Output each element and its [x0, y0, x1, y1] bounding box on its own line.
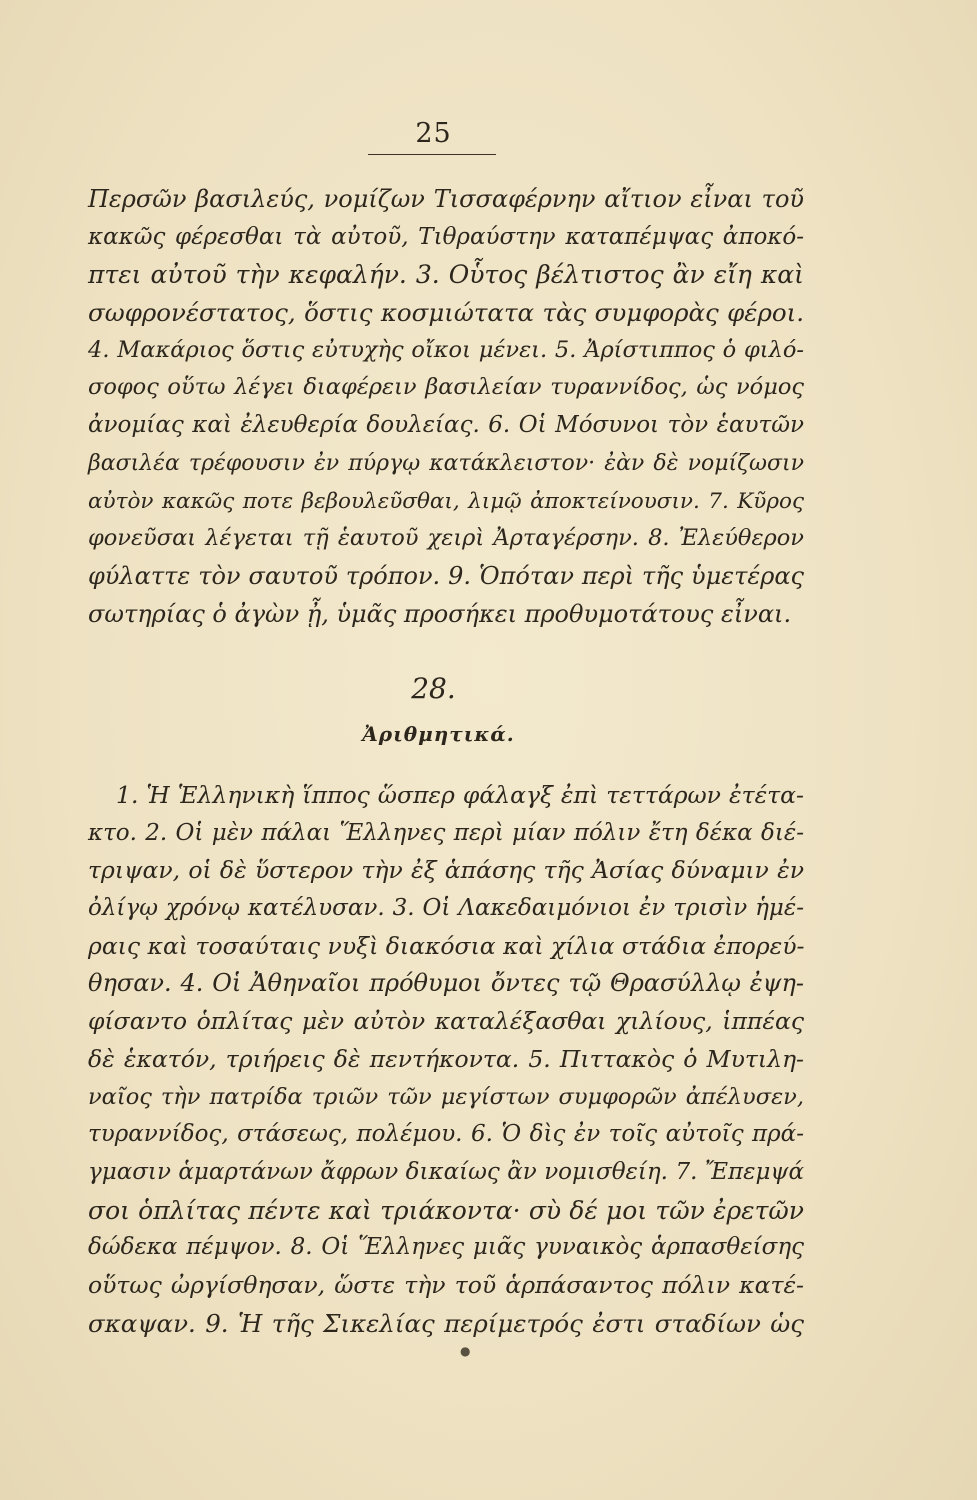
text-line: πτει αὐτοῦ τὴν κεφαλήν. 3. Οὗτος βέλτιστος ἂν εἴη καὶ [88, 260, 804, 290]
text-line: ἀνομίας καὶ ἐλευθερία δουλείας. 6. Οἱ Μόσυνοι τὸν ἑαυτῶν [88, 412, 804, 439]
text-line: ραις καὶ τοσαύταις νυξὶ διακόσια καὶ χίλια στάδια ἐπορεύ- [88, 931, 805, 960]
text-line: βασιλέα τρέφουσιν ἐν πύργῳ κατάκλειστον· ἐὰν δὲ νομίζωσιν [88, 450, 804, 476]
text-line: οὕτως ὠργίσθησαν, ὥστε τὴν τοῦ ἁρπάσαντος πόλιν κατέ- [88, 1270, 804, 1299]
text-line: κακῶς φέρεσθαι τὰ αὐτοῦ, Τιθραύστην καταπέμψας ἀποκό- [88, 223, 804, 250]
section-title: Ἀριθμητικά. [362, 722, 515, 746]
text-line: φονεῦσαι λέγεται τῇ ἑαυτοῦ χειρὶ Ἀρταγέρσην. 8. Ἐλεύθερον [88, 525, 804, 552]
text-line: 4. Μακάριος ὅστις εὐτυχὴς οἴκοι μένει. 5. Ἀρίστιππος ὁ φιλό- [88, 336, 804, 363]
text-line: ὀλίγῳ χρόνῳ κατέλυσαν. 3. Οἱ Λακεδαιμόνιοι ἐν τρισὶν ἡμέ- [88, 895, 804, 922]
text-line: σοφος οὕτω λέγει διαφέρειν βασιλείαν τυραννίδος, ὡς νόμος [88, 374, 804, 401]
exercise-28-text [88, 777, 804, 1342]
text-line: φύλαττε τὸν σαυτοῦ τρόπον. 9. Ὁπόταν περὶ τῆς ὑμετέρας [88, 561, 804, 590]
text-line: 1. Ἡ Ἑλληνικὴ ἵππος ὥσπερ φάλαγξ ἐπὶ τεττάρων ἐτέτα- [116, 781, 804, 809]
section-number: 28. [411, 672, 456, 705]
text-line: σωφρονέστατος, ὅστις κοσμιώτατα τὰς συμφορὰς φέροι. [88, 298, 804, 328]
text-line: σωτηρίας ὁ ἀγὼν ᾖ, ὑμᾶς προσήκει προθυμοτάτους εἶναι. [88, 599, 792, 628]
text-line: σκαψαν. 9. Ἡ τῆς Σικελίας περίμετρός ἐστι σταδίων ὡς [88, 1308, 804, 1338]
text-line: σοι ὁπλίτας πέντε καὶ τριάκοντα· σὺ δέ μοι τῶν ἐρετῶν [88, 1195, 804, 1225]
ink-mark: ● [460, 1344, 471, 1358]
text-line: δώδεκα πέμψον. 8. Οἱ Ἕλληνες μιᾶς γυναικὸς ἁρπασθείσης [88, 1234, 804, 1261]
text-line: γμασιν ἁμαρτάνων ἄφρων δικαίως ἂν νομισθείη. 7. Ἔπεμψά [88, 1158, 804, 1185]
header-rule [368, 154, 496, 155]
page-number: 25 [415, 118, 452, 149]
text-line: δὲ ἑκατόν, τριήρεις δὲ πεντήκοντα. 5. Πιττακὸς ὁ Μυτιλη- [88, 1044, 804, 1073]
text-line: ναῖος τὴν πατρίδα τριῶν τῶν μεγίστων συμφορῶν ἀπέλυσεν, [88, 1083, 804, 1110]
exercise-27-text [88, 181, 804, 633]
text-line: φίσαντο ὁπλίτας μὲν αὐτὸν καταλέξασθαι χιλίους, ἱππέας [88, 1007, 804, 1036]
text-line: κτο. 2. Οἱ μὲν πάλαι Ἕλληνες περὶ μίαν πόλιν ἔτη δέκα διέ- [88, 819, 804, 846]
text-line: τυραννίδος, στάσεως, πολέμου. 6. Ὁ δὶς ἐν τοῖς αὐτοῖς πρά- [88, 1121, 804, 1148]
text-line: θησαν. 4. Οἱ Ἀθηναῖοι πρόθυμοι ὄντες τῷ Θρασύλλῳ ἐψη- [88, 969, 804, 998]
text-line: αὐτὸν κακῶς ποτε βεβουλεῦσθαι, λιμῷ ἀποκτείνουσιν. 7. Κῦρος [88, 488, 804, 514]
text-line: Περσῶν βασιλεύς, νομίζων Τισσαφέρνην αἴτιον εἶναι τοῦ [88, 185, 804, 213]
text-line: τριψαν, οἱ δὲ ὕστερον τὴν ἐξ ἁπάσης τῆς Ἀσίας δύναμιν ἐν [88, 856, 804, 885]
